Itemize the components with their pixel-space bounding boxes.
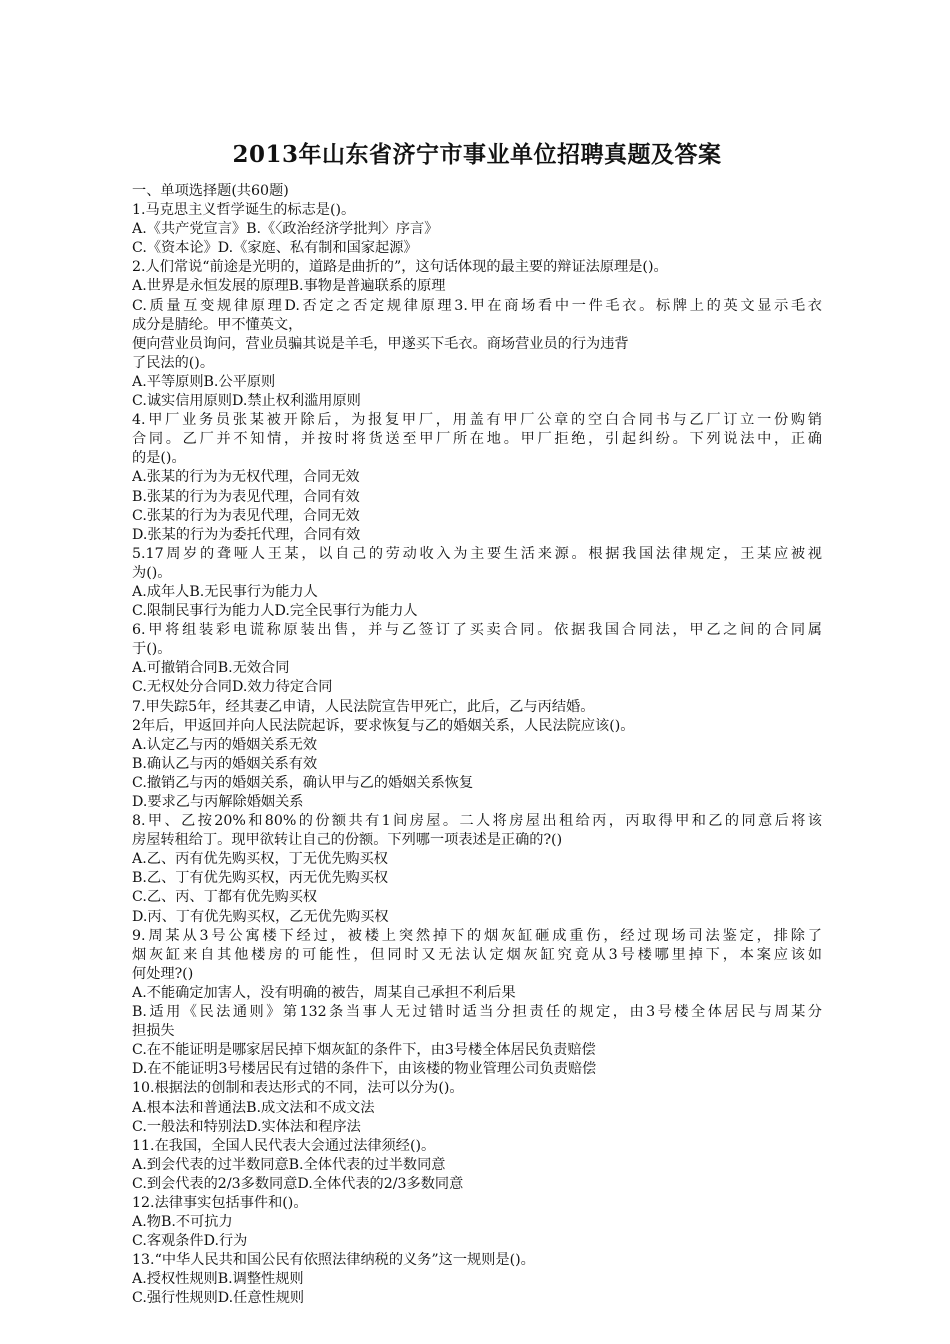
options-11-ab: A.到会代表的过半数同意B.全体代表的过半数同意 xyxy=(132,1156,446,1173)
question-7-cont: 2年后，甲返回并向人民法院起诉，要求恢复与乙的婚姻关系，人民法院应该()。 xyxy=(132,717,635,734)
option-4-a: A.张某的行为为无权代理，合同无效 xyxy=(132,469,360,486)
question-3-cont-1: 成分是腈纶。甲不懂英文， xyxy=(132,316,303,333)
question-3-cont-2: 便向营业员询问，营业员骗其说是羊毛，甲遂买下毛衣。商场营业员的行为违背 xyxy=(132,335,629,352)
option-9-b-cont: 担损失 xyxy=(132,1023,175,1040)
option-8-d: D.丙、丁有优先购买权，乙无优先购买权 xyxy=(132,908,389,925)
options-6-cd: C.无权处分合同D.效力待定合同 xyxy=(132,679,333,696)
question-4: 4.甲厂业务员张某被开除后，为报复甲厂，用盖有甲厂公章的空白合同书与乙厂订立一份购销 xyxy=(132,412,822,429)
option-4-b: B.张某的行为为表见代理，合同有效 xyxy=(132,488,360,505)
document-title: 2013年山东省济宁市事业单位招聘真题及答案 xyxy=(232,141,722,168)
options-2-cd-question-3: C.质量互变规律原理D.否定之否定规律原理3.甲在商场看中一件毛衣。标牌上的英文显示毛衣 xyxy=(132,297,822,314)
options-3-cd: C.诚实信用原则D.禁止权利滥用原则 xyxy=(132,393,361,410)
options-5-cd: C.限制民事行为能力人D.完全民事行为能力人 xyxy=(132,603,418,620)
question-9: 9.周某从3号公寓楼下经过，被楼上突然掉下的烟灰缸砸成重伤，经过现场司法鉴定，排除了 xyxy=(132,927,822,944)
option-7-c: C.撤销乙与丙的婚姻关系，确认甲与乙的婚姻关系恢复 xyxy=(132,774,474,791)
option-7-d: D.要求乙与丙解除婚姻关系 xyxy=(132,794,304,810)
option-9-b: B.适用《民法通则》第132条当事人无过错时适当分担责任的规定，由3号楼全体居民与周某分 xyxy=(132,1004,822,1021)
question-8: 8.甲、乙按20%和80%的份额共有1间房屋。二人将房屋出租给丙，丙取得甲和乙的同意后将该 xyxy=(132,813,822,830)
option-7-b: B.确认乙与丙的婚姻关系有效 xyxy=(132,755,318,772)
options-10-cd: C.一般法和特别法D.实体法和程序法 xyxy=(132,1118,361,1135)
option-8-b: B.乙、丁有优先购买权，丙无优先购买权 xyxy=(132,870,389,887)
question-4-cont-2: 的是()。 xyxy=(132,450,186,467)
question-9-cont-1: 烟灰缸来自其他楼房的可能性，但同时又无法认定烟灰缸究竟从3号楼哪里掉下，本案应该如 xyxy=(132,946,822,963)
question-3-cont-3: 了民法的()。 xyxy=(132,354,215,371)
question-12: 12.法律事实包括事件和()。 xyxy=(132,1194,308,1211)
question-7: 7.甲失踪5年，经其妻乙申请，人民法院宣告甲死亡，此后，乙与丙结婚。 xyxy=(132,698,595,715)
option-9-c: C.在不能证明是哪家居民掉下烟灰缸的条件下，由3号楼全体居民负责赔偿 xyxy=(132,1042,596,1059)
question-4-cont-1: 合同。乙厂并不知情，并按时将货送至甲厂所在地。甲厂拒绝，引起纠纷。下列说法中，正确 xyxy=(132,431,822,448)
question-10: 10.根据法的创制和表达形式的不同，法可以分为()。 xyxy=(132,1080,464,1097)
question-2: 2.人们常说“前途是光明的，道路是曲折的”，这句话体现的最主要的辩证法原理是()。 xyxy=(132,259,668,276)
option-7-a: A.认定乙与丙的婚姻关系无效 xyxy=(132,736,318,753)
option-8-c: C.乙、丙、丁都有优先购买权 xyxy=(132,889,318,906)
question-5: 5.17周岁的聋哑人王某，以自己的劳动收入为主要生活来源。根据我国法律规定，王某应被视 xyxy=(132,545,822,562)
question-6-cont: 于()。 xyxy=(132,641,172,658)
options-2-ab: A.世界是永恒发展的原理B.事物是普遍联系的原理 xyxy=(132,278,446,295)
options-6-ab: A.可撤销合同B.无效合同 xyxy=(132,660,290,677)
options-10-ab: A.根本法和普通法B.成文法和不成文法 xyxy=(132,1099,375,1116)
options-12-cd: C.客观条件D.行为 xyxy=(132,1233,248,1250)
options-13-ab: A.授权性规则B.调整性规则 xyxy=(132,1271,304,1288)
question-1: 1.马克思主义哲学诞生的标志是()。 xyxy=(132,202,356,219)
question-13: 13.“中华人民共和国公民有依照法律纳税的义务”这一规则是()。 xyxy=(132,1252,535,1269)
document-body xyxy=(132,182,822,1309)
option-4-d: D.张某的行为为委托代理，合同有效 xyxy=(132,526,361,543)
options-11-cd: C.到会代表的2/3多数同意D.全体代表的2/3多数同意 xyxy=(132,1175,464,1192)
options-5-ab: A.成年人B.无民事行为能力人 xyxy=(132,583,318,600)
options-12-ab: A.物B.不可抗力 xyxy=(132,1214,233,1231)
question-5-cont: 为()。 xyxy=(132,564,172,581)
option-9-a: A.不能确定加害人，没有明确的被告，周某自己承担不利后果 xyxy=(132,984,516,1001)
option-8-a: A.乙、丙有优先购买权，丁无优先购买权 xyxy=(132,851,388,868)
section-heading: 一、单项选择题(共60题) xyxy=(132,183,289,199)
question-9-cont-2: 何处理?() xyxy=(132,965,194,982)
question-11: 11.在我国，全国人民代表大会通过法律须经()。 xyxy=(132,1137,436,1154)
question-6: 6.甲将组装彩电谎称原装出售，并与乙签订了买卖合同。依据我国合同法，甲乙之间的合同属 xyxy=(132,622,822,639)
option-4-c: C.张某的行为为表见代理，合同无效 xyxy=(132,507,360,524)
options-1-cd: C.《资本论》D.《家庭、私有制和国家起源》 xyxy=(132,240,418,257)
options-13-cd: C.强行性规则D.任意性规则 xyxy=(132,1290,305,1307)
option-9-d: D.在不能证明3号楼居民有过错的条件下，由该楼的物业管理公司负责赔偿 xyxy=(132,1061,597,1078)
options-1-ab: A.《共产党宣言》B.《〈政治经济学批判〉序言》 xyxy=(132,221,439,238)
options-3-ab: A.平等原则B.公平原则 xyxy=(132,373,276,390)
question-8-cont: 房屋转租给丁。现甲欲转让自己的份额。下列哪一项表述是正确的?() xyxy=(132,832,563,849)
